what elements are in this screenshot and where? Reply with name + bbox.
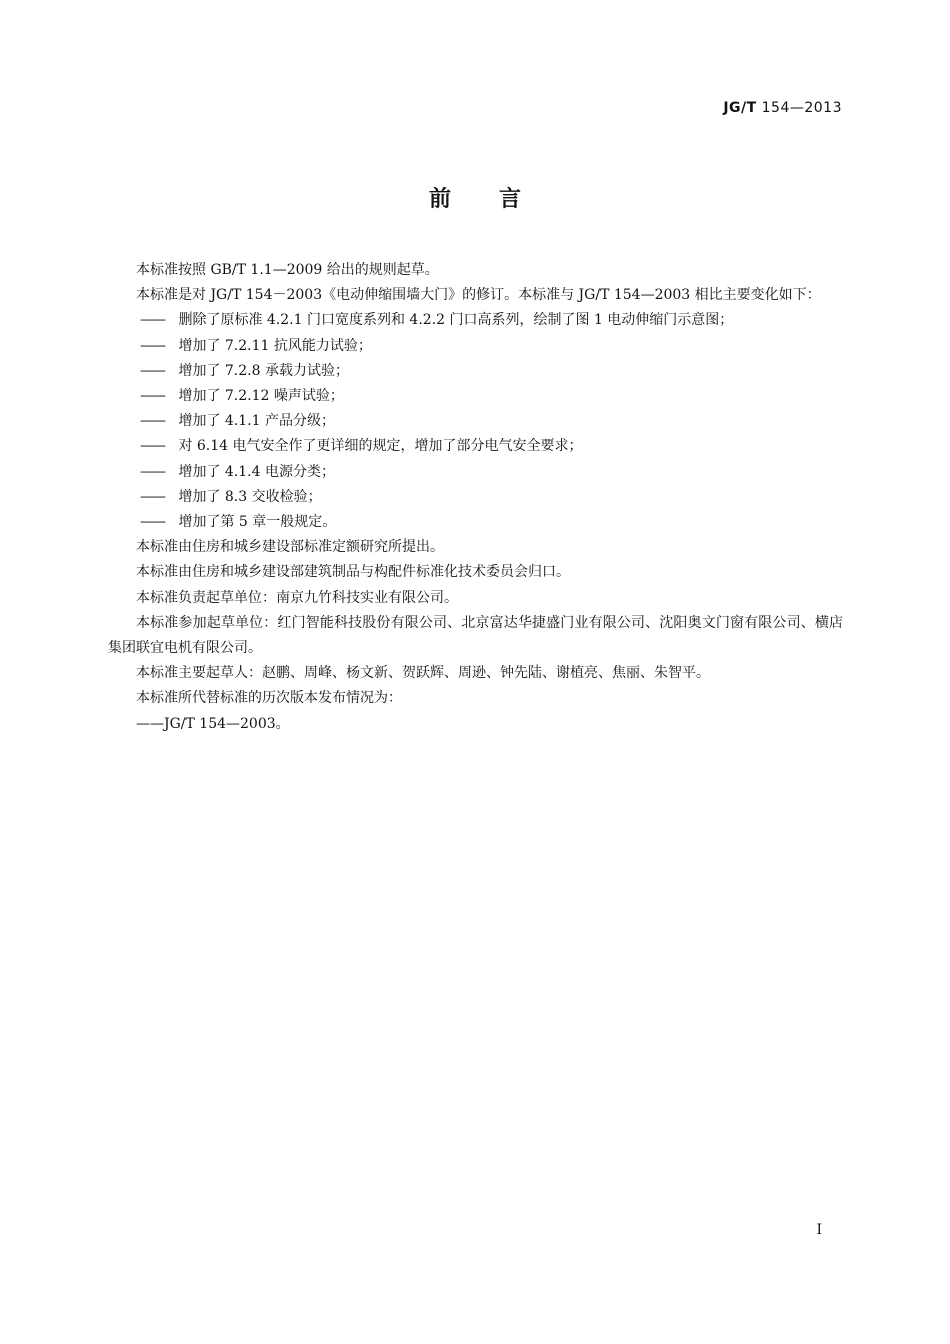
dash-marker: —— [140, 488, 164, 505]
change-item-text: 增加了 4.1.4 电源分类； [178, 463, 335, 480]
change-item-text: 增加了 7.2.12 噪声试验； [178, 388, 344, 405]
change-item-text: 增加了 8.3 交收检验； [178, 488, 322, 505]
change-item-text: 删除了原标准 4.2.1 门口宽度系列和 4.2.2 门口高系列，绘制了图 1 电动伸缩门示意图； [178, 312, 734, 329]
change-item [108, 384, 843, 409]
change-item [108, 308, 843, 333]
dash-marker: —— [140, 413, 164, 430]
page-title: 前言 [428, 187, 569, 212]
change-item [108, 510, 843, 535]
page-number: I [816, 1222, 822, 1238]
change-item [108, 485, 843, 510]
change-item-text: 增加了 7.2.11 抗风能力试验； [178, 337, 372, 354]
dash-marker: —— [140, 463, 164, 480]
standard-code-number: 154—2013 [761, 100, 842, 116]
change-item-text: 增加了第 5 章一般规定。 [178, 514, 337, 531]
standard-code [723, 100, 842, 116]
change-item [108, 409, 843, 434]
change-item [108, 334, 843, 359]
change-item-text: 增加了 7.2.8 承载力试验； [178, 362, 349, 379]
paragraph-history-intro: 本标准所代替标准的历次版本发布情况为： [136, 690, 402, 707]
change-item-text: 增加了 4.1.1 产品分级； [178, 413, 335, 430]
dash-marker: —— [140, 337, 164, 354]
paragraph-revision-summary: 本标准是对 JG/T 154－2003《电动伸缩围墙大门》的修订。本标准与 JG/T 154—2003 相比主要变化如下： [136, 287, 821, 304]
change-item [108, 460, 843, 485]
standard-code-prefix: JG/T [723, 100, 757, 116]
change-item-text: 对 6.14 电气安全作了更详细的规定，增加了部分电气安全要求； [178, 438, 583, 455]
dash-marker: —— [140, 438, 164, 455]
document-body [108, 258, 843, 737]
paragraph-drafting-rules: 本标准按照 GB/T 1.1—2009 给出的规则起草。 [136, 262, 439, 278]
paragraph-proposed-by: 本标准由住房和城乡建设部标准定额研究所提出。 [136, 539, 444, 556]
dash-marker: —— [140, 312, 164, 329]
paragraph-lead-drafter: 本标准负责起草单位：南京九竹科技实业有限公司。 [136, 589, 458, 606]
dash-marker: —— [140, 514, 164, 531]
paragraph-participating-drafters: 本标准参加起草单位：红门智能科技股份有限公司、北京富达华捷盛门业有限公司、沈阳奥文门窗有限公司、横店集团联宜电机有限公司。 [108, 614, 843, 657]
paragraph-centralized-by: 本标准由住房和城乡建设部建筑制品与构配件标准化技术委员会归口。 [136, 564, 570, 581]
paragraph-main-drafters: 本标准主要起草人：赵鹏、周峰、杨文新、贺跃辉、周逊、钟先陆、谢植亮、焦丽、朱智平。 [136, 665, 710, 682]
change-item [108, 359, 843, 384]
history-item: ——JG/T 154—2003。 [136, 715, 290, 732]
dash-marker: —— [140, 388, 164, 405]
dash-marker: —— [140, 362, 164, 379]
change-item [108, 434, 843, 459]
